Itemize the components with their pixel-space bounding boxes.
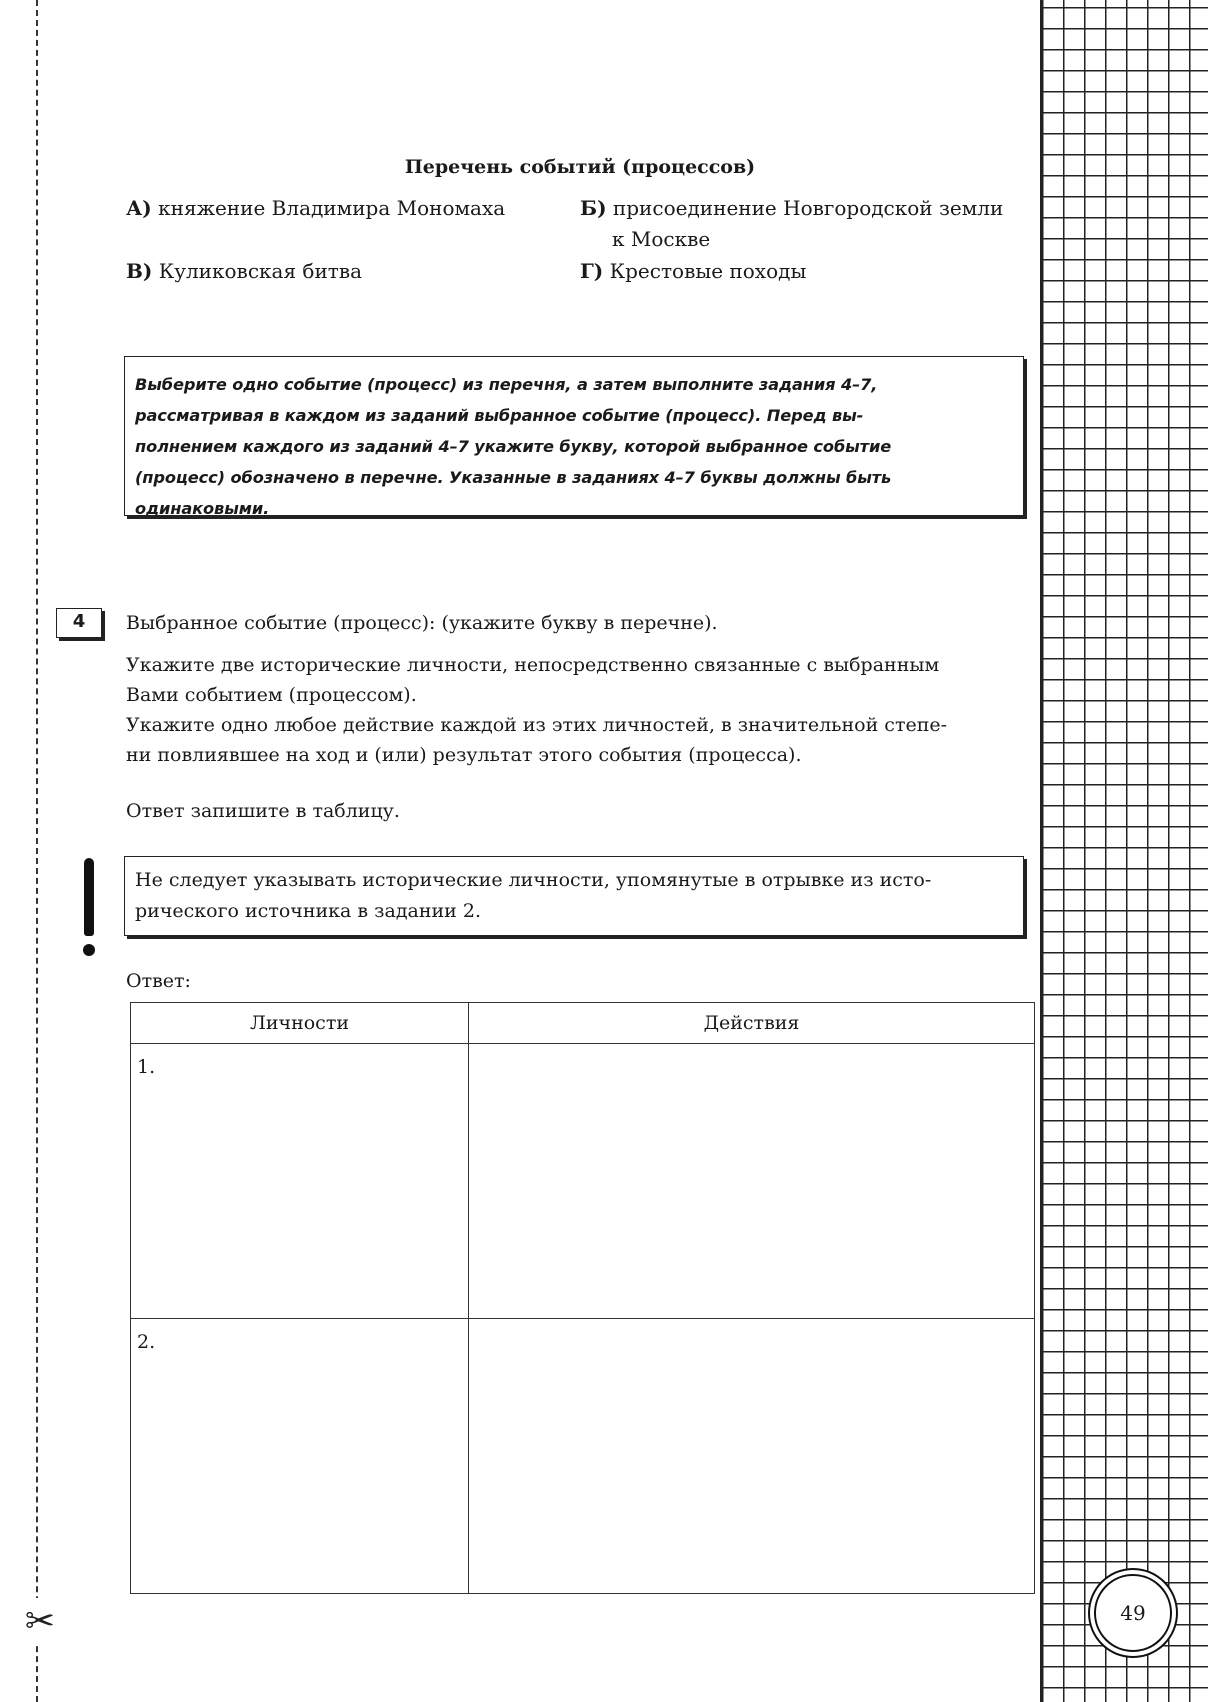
instruction-line: рассматривая в каждом из заданий выбранное событие (процесс). Перед вы- <box>135 406 864 425</box>
events-list-title: Перечень событий (процессов) <box>404 156 756 178</box>
scissors-icon: ✂ <box>22 1598 58 1646</box>
table-row <box>131 1319 1035 1594</box>
event-letter: А) <box>126 196 152 220</box>
event-letter: В) <box>126 259 153 283</box>
table-header-row <box>131 1003 1035 1044</box>
task-para1-line1: Укажите две исторические личности, непосредственно связанные с выбранным <box>126 654 940 676</box>
action-cell[interactable] <box>469 1319 1035 1594</box>
note-line2: рического источника в задании 2. <box>135 900 482 922</box>
answer-table <box>130 1002 1035 1594</box>
task-para2 <box>126 710 1026 770</box>
task-para1-line2: Вами событием (процессом). <box>126 684 417 706</box>
task-para2-line1: Укажите одно любое действие каждой из этих личностей, в значительной степе- <box>126 714 948 736</box>
action-cell[interactable] <box>469 1044 1035 1319</box>
cut-line <box>36 0 38 1702</box>
instruction-line: одинаковыми. <box>135 499 270 518</box>
event-g <box>580 256 806 286</box>
page-number: 49 <box>1094 1574 1172 1652</box>
instruction-line: Выберите одно событие (процесс) из перечня, а затем выполните задания 4–7, <box>135 375 878 394</box>
instruction-line: полнением каждого из заданий 4–7 укажите букву, которой выбранное событие <box>135 437 892 456</box>
task-number: 4 <box>56 608 102 638</box>
header-persons: Личности <box>131 1003 469 1044</box>
note-box <box>124 856 1024 936</box>
event-v <box>126 256 362 286</box>
task-para1 <box>126 650 1026 710</box>
event-a <box>126 193 505 223</box>
event-text: присоединение Новгородской земли <box>612 196 1004 220</box>
header-actions: Действия <box>469 1003 1035 1044</box>
instruction-line: (процесс) обозначено в перечне. Указанные в заданиях 4–7 буквы должны быть <box>135 468 892 487</box>
person-cell[interactable]: 2. <box>131 1319 469 1594</box>
exclamation-icon <box>82 858 96 958</box>
answer-label: Ответ: <box>126 970 191 992</box>
event-text: княжение Владимира Мономаха <box>158 196 506 220</box>
person-cell[interactable]: 1. <box>131 1044 469 1319</box>
event-text: Куликовская битва <box>158 259 363 283</box>
task-para2-line2: ни повлиявшее на ход и (или) результат этого события (процесса). <box>126 744 802 766</box>
grid-margin <box>1040 0 1208 1702</box>
instruction-box <box>124 356 1024 516</box>
event-letter: Г) <box>580 259 604 283</box>
chosen-event-line: Выбранное событие (процесс): (укажите букву в перечне). <box>126 612 718 634</box>
write-answer-line: Ответ запишите в таблицу. <box>126 800 400 822</box>
event-b <box>580 193 1003 223</box>
event-b-line2: к Москве <box>612 227 711 251</box>
note-line1: Не следует указывать исторические личности, упомянутые в отрывке из исто- <box>135 869 932 891</box>
table-row <box>131 1044 1035 1319</box>
event-text: Крестовые походы <box>609 259 807 283</box>
event-letter: Б) <box>580 196 607 220</box>
